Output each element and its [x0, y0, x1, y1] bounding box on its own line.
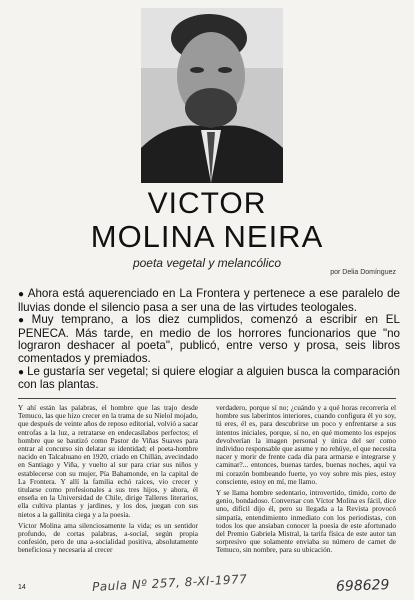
intro-text: Muy temprano, a los diez cumplidos, comenzó a escribir en EL PENECA. Más tarde, en medio de los horrores funcionarios que "no lograron deshacer al poeta", publicó, entre verso y prosa, seis libros comentados y premiados.	[18, 313, 400, 365]
bullet-icon: ●	[18, 366, 25, 378]
intro-bullet	[18, 288, 400, 314]
body-paragraph: Y se llama hombre sedentario, introvertido, tímido, corto de genio, bondadoso. Conversar con Víctor Molina es fácil, dice uno, difícil dijo él, pero su llegada a la Revista provocó simpatía, entendimiento inmediato con los periodistas, con todos los que ansiaban conocer la poesía de este afortunado del Premio Gabriela Mistral, la tarifa física de este autor tan sorpresivo que solamente enviaba su número de carnet de Temuco, sin nombre, para su ubicación.	[216, 488, 396, 555]
archive-number: 698629	[335, 577, 390, 595]
article-subtitle: poeta vegetal y melancólico	[132, 256, 282, 270]
article-title-last-name: MOLINA NEIRA	[90, 219, 324, 254]
intro-bullet	[18, 366, 400, 392]
bullet-icon: ●	[18, 315, 29, 327]
portrait-image	[141, 8, 283, 183]
section-divider	[18, 398, 396, 399]
page-number: 14	[18, 584, 26, 591]
intro-text: Le gustaría ser vegetal; si quiere elogiar a alguien busca la comparación con las plantas.	[18, 364, 400, 392]
body-paragraph: Víctor Molina ama silenciosamente la vida; es un sentidor profundo, de cortas palabras, a-social, según propia confesión, pero de una a-socialidad positiva, absolutamente beneficiosa y necesaria al crecer	[18, 520, 198, 555]
body-column-right	[216, 404, 396, 558]
intro-bullets	[18, 288, 400, 392]
intro-text: Ahora está aquerenciado en La Frontera y pertenece a ese paralelo de lluvias donde el silencio pasa a ser una de las virtudes teologales.	[18, 287, 400, 314]
body-paragraph: Y ahí están las palabras, el hombre que las trajo desde Temuco, las que hizo crecer en la trama de su Nielol mojado, que después de veinte años de reposo editorial, volvió a sacar entrofas a la luz, a retratarse en endecasílabos perfectos; el hombre que se bautizó como Pastor de Viñas Suaves para entrar al concurso sin delatar su identidad; el poeta-hombre nacido en Talcahuano en 1920, criado en Chillán, avecindado en Santiago y Viña, y vuelto al sur para criar sus niños y establecerse con su mujer, Pía Bahamonde, en la capital de La Frontera. Y allí la familia echó raíces, vio crecer y titularse como profesionales a sus tres hijos, y ahora, él enseña en la Universidad de Chile, dirige Talleres literarios, ella cultiva plantas y jardines, y los dos, juegan con sus nietos a la gallinita ciega y a la poesía.	[18, 403, 198, 519]
handwritten-annotation: Paula Nº 257, 8-XI-1977	[91, 571, 248, 595]
body-column-left	[18, 404, 198, 558]
intro-bullet	[18, 314, 400, 365]
body-paragraph: verdadero, porque sí no; ¿cuándo y a qué horas recorrería el hombre sus laberintos interiores, cuando configura él yo soy, tú eres, él es, para descubrirse un poco y enfrentarse a sus intentos iniciales, porque, sí no, en qué momento los espejos devolverían la imagen personal y única del ser como individuo responsable que asume y no rehúye, el que necesita nacer y morir de frente cada día para armarse e integrarse y caminar?... entonces, buenas tardes, buenas noches, aquí va mi corazón bombeando fuerte, yo voy sobre mis pies, estoy consciente, estoy en mí, me llamo.	[216, 403, 396, 486]
article-title-first-name: VICTOR	[147, 187, 267, 220]
author-portrait	[141, 8, 283, 183]
byline: por Delia Domínguez	[330, 269, 396, 276]
bullet-icon: ●	[18, 289, 25, 300]
